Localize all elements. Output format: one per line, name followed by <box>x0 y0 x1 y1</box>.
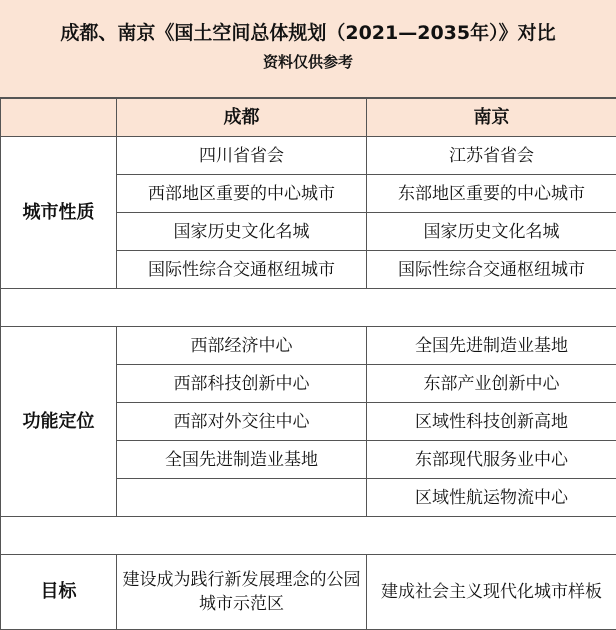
cell-chengdu: 西部经济中心 <box>117 327 367 365</box>
spacer-cell <box>1 517 616 555</box>
row-label-goal: 目标 <box>1 555 117 630</box>
page-subtitle: 资料仅供参考 <box>262 53 353 71</box>
cell-chengdu: 国际性综合交通枢纽城市 <box>117 251 367 289</box>
cell-nanjing: 国际性综合交通枢纽城市 <box>367 251 616 289</box>
cell-nanjing: 江苏省省会 <box>367 137 616 175</box>
row-label-function: 功能定位 <box>1 327 117 517</box>
cell-nanjing: 区域性科技创新高地 <box>367 403 616 441</box>
comparison-table <box>0 98 616 630</box>
cell-nanjing-goal: 建成社会主义现代化城市样板 <box>367 555 616 630</box>
page-title: 成都、南京《国土空间总体规划（2021—2035年）》对比 <box>60 22 556 44</box>
table-row <box>1 327 616 365</box>
cell-chengdu-goal: 建设成为践行新发展理念的公园城市示范区 <box>117 555 367 630</box>
table-row <box>1 555 616 630</box>
spacer-row <box>1 517 616 555</box>
cell-nanjing: 区域性航运物流中心 <box>367 479 616 517</box>
header-banner <box>0 0 616 98</box>
cell-chengdu: 西部科技创新中心 <box>117 365 367 403</box>
cell-chengdu: 四川省省会 <box>117 137 367 175</box>
spacer-cell <box>1 289 616 327</box>
column-header-chengdu: 成都 <box>117 99 367 137</box>
column-header-nanjing: 南京 <box>367 99 616 137</box>
cell-chengdu <box>117 479 367 517</box>
column-header-row <box>1 99 616 137</box>
cell-chengdu: 全国先进制造业基地 <box>117 441 367 479</box>
cell-nanjing: 国家历史文化名城 <box>367 213 616 251</box>
table-row <box>1 137 616 175</box>
cell-chengdu: 西部对外交往中心 <box>117 403 367 441</box>
row-label-city-nature: 城市性质 <box>1 137 117 289</box>
cell-nanjing: 东部产业创新中心 <box>367 365 616 403</box>
cell-nanjing: 东部地区重要的中心城市 <box>367 175 616 213</box>
cell-nanjing: 东部现代服务业中心 <box>367 441 616 479</box>
cell-chengdu: 西部地区重要的中心城市 <box>117 175 367 213</box>
spacer-row <box>1 289 616 327</box>
cell-chengdu: 国家历史文化名城 <box>117 213 367 251</box>
corner-cell <box>1 99 117 137</box>
cell-nanjing: 全国先进制造业基地 <box>367 327 616 365</box>
